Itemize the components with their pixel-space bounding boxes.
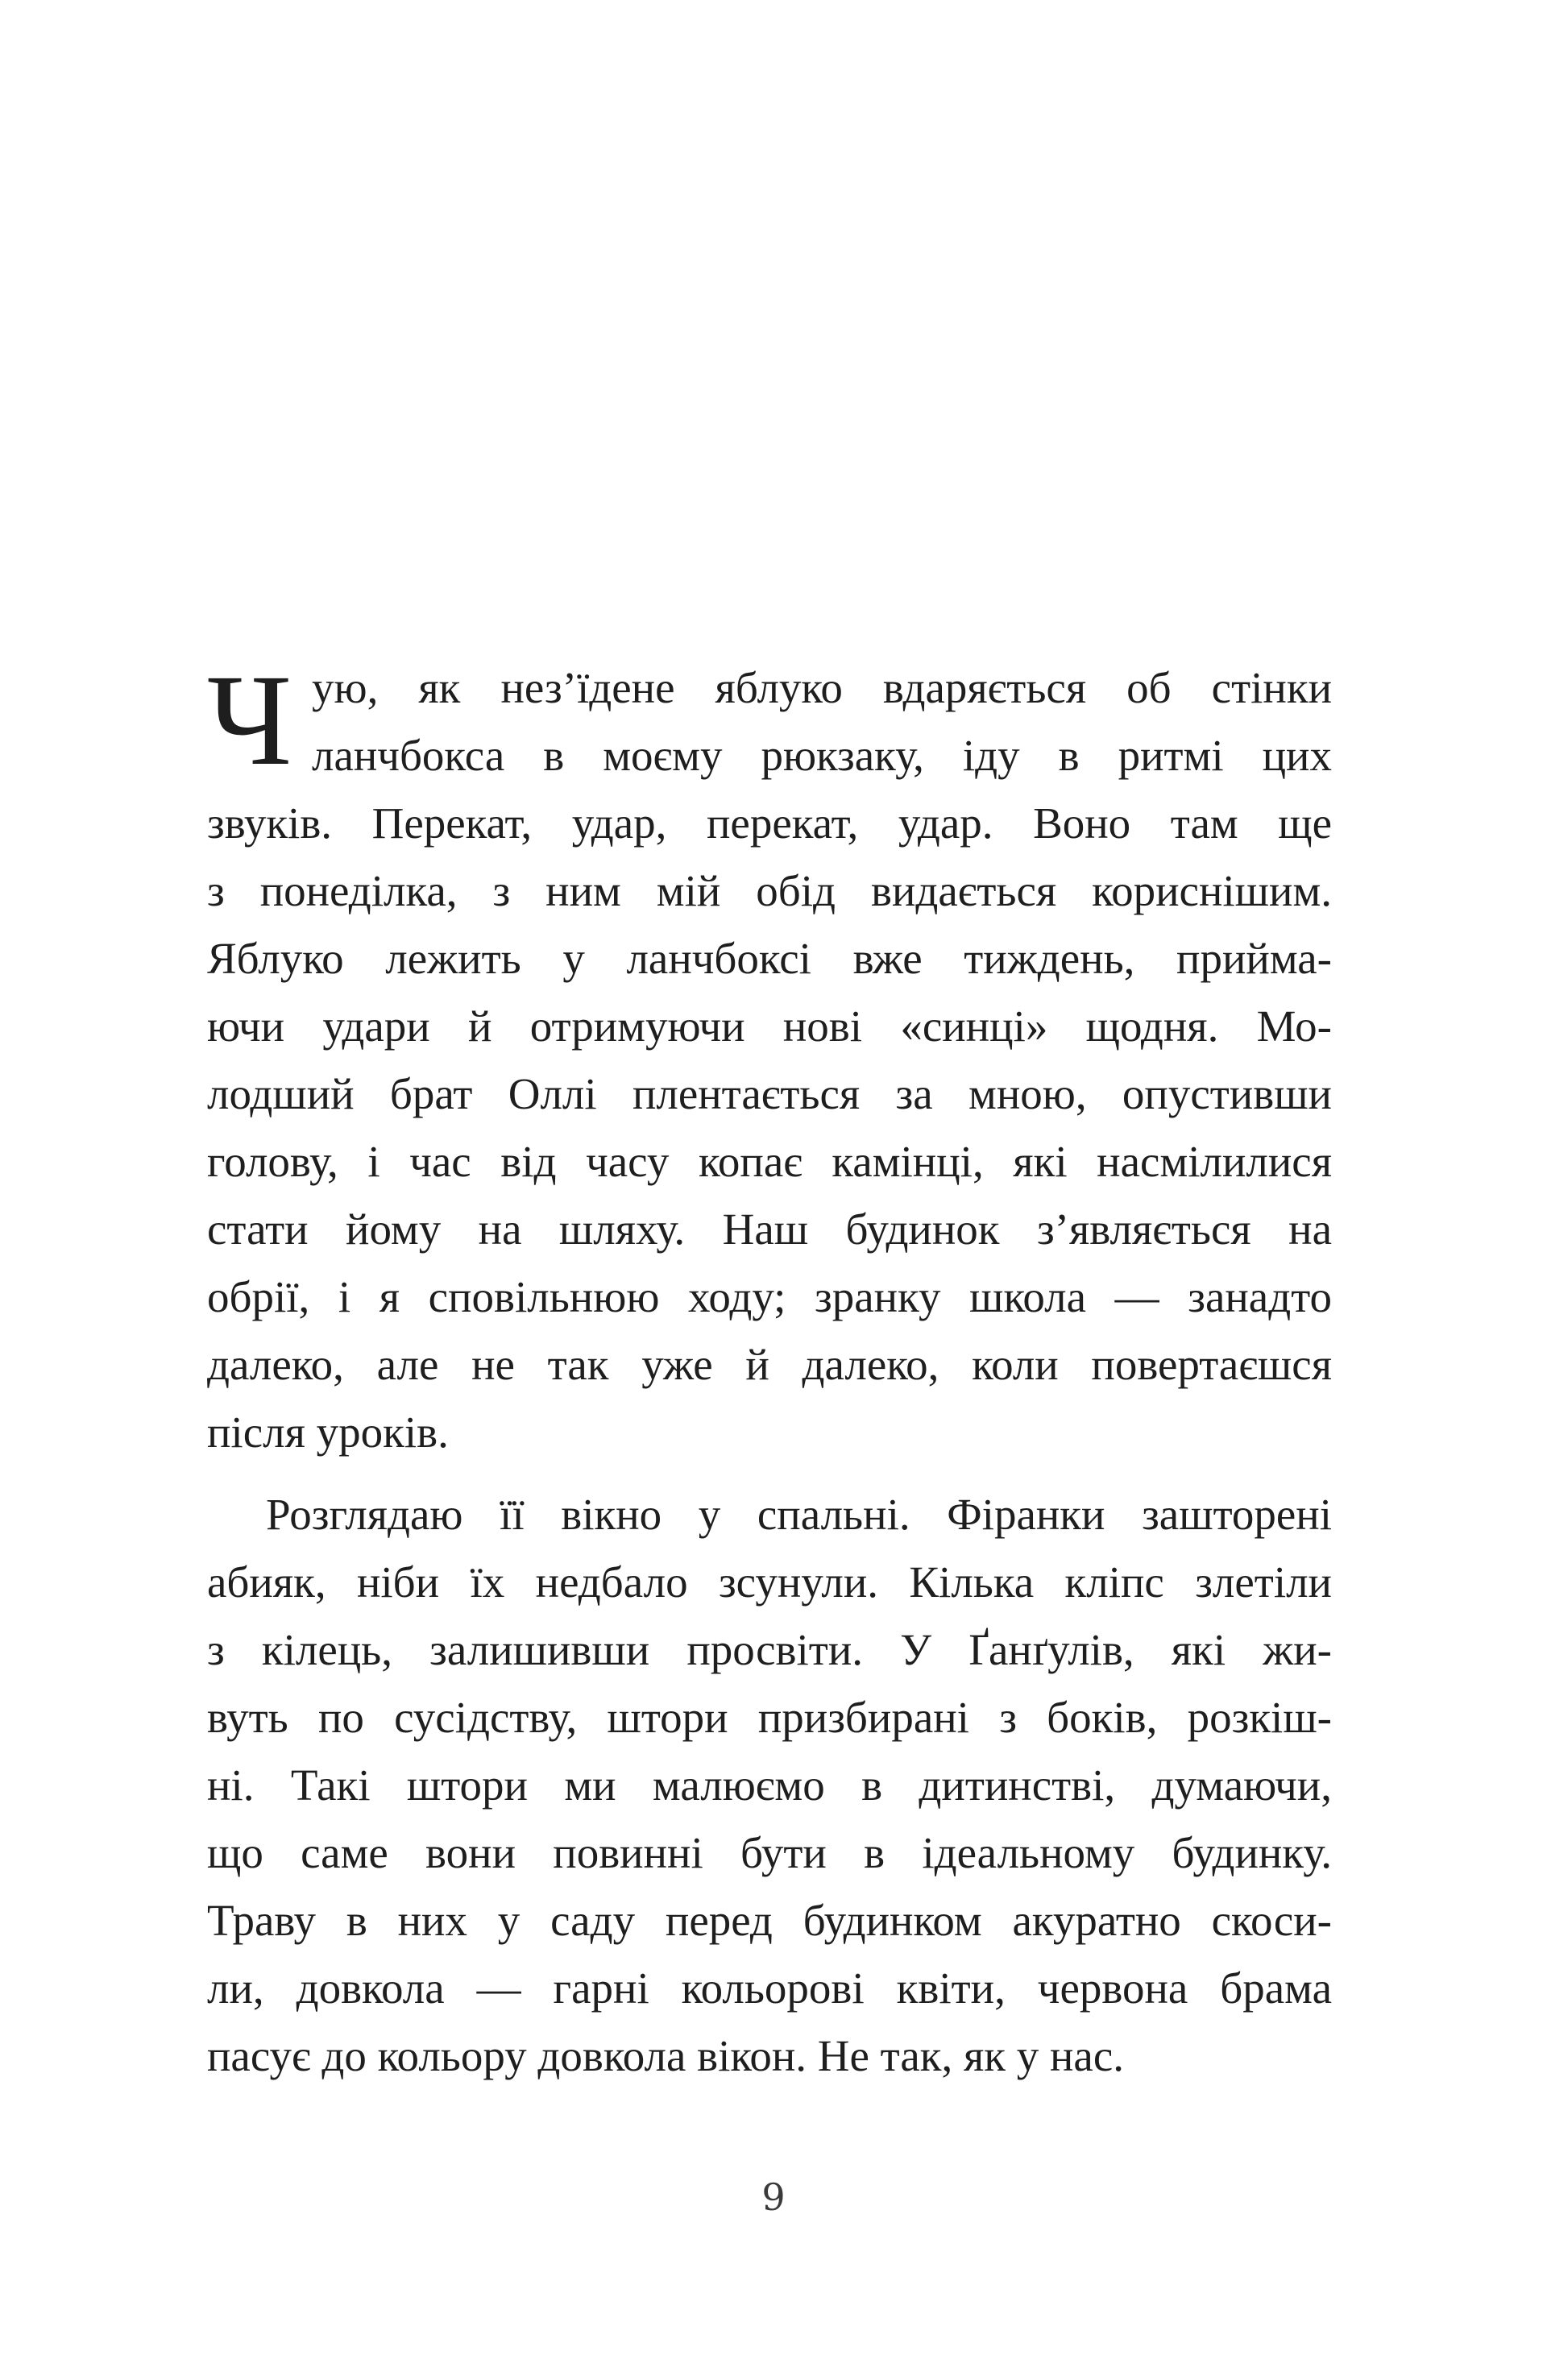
text-line: що саме вони повинні бути в ідеальному будинку. bbox=[207, 1828, 1332, 1877]
line-text: ую, як нез’їдене яблуко вдаряється об стінки bbox=[312, 663, 1332, 712]
text-line: стати йому на шляху. Наш будинок з’являється на bbox=[207, 1205, 1332, 1254]
text-line: пасує до кольору довкола вікон. Не так, як у нас. bbox=[207, 2031, 1125, 2080]
text-line: ні. Такі штори ми малюємо в дитинстві, думаючи, bbox=[207, 1760, 1332, 1810]
text-line: ланчбокса в моєму рюкзаку, іду в ритмі цих bbox=[312, 731, 1332, 780]
drop-cap: Ч bbox=[207, 649, 292, 793]
text-line: з кілець, залишивши просвіти. У Ґанґулів, які жи- bbox=[207, 1625, 1332, 1674]
page-number: 9 bbox=[761, 2175, 786, 2219]
text-line: обрії, і я сповільнюю ходу; зранку школа — занадто bbox=[207, 1272, 1332, 1321]
text-line: з понеділка, з ним мій обід видається кориснішим. bbox=[207, 866, 1332, 915]
paragraph-gap bbox=[207, 1466, 1332, 1481]
text-line: ли, довкола — гарні кольорові квіти, червона брама bbox=[207, 1963, 1332, 2013]
text-line: Яблуко лежить у ланчбоксі вже тиждень, прийма- bbox=[207, 934, 1332, 983]
text-line: голову, і час від часу копає камінці, які насмілилися bbox=[207, 1137, 1332, 1186]
text-line: Розглядаю її вікно у спальні. Фіранки зашторені bbox=[266, 1490, 1332, 1539]
text-line: звуків. Перекат, удар, перекат, удар. Воно там ще bbox=[207, 798, 1332, 848]
text-line: після уроків. bbox=[207, 1408, 449, 1457]
text-line: лодший брат Оллі плентається за мною, опустивши bbox=[207, 1069, 1332, 1118]
text-line: вуть по сусідству, штори призбирані з боків, розкіш- bbox=[207, 1693, 1332, 1742]
body-text bbox=[207, 649, 1332, 2090]
text-line: Траву в них у саду перед будинком акуратно скоси- bbox=[207, 1896, 1332, 1945]
text-line: ючи удари й отримуючи нові «синці» щодня. Мо- bbox=[207, 1001, 1332, 1051]
text-line: далеко, але не так уже й далеко, коли повертаєшся bbox=[207, 1340, 1332, 1389]
text-line: абияк, ніби їх недбало зсунули. Кілька кліпс злетіли bbox=[207, 1557, 1332, 1607]
